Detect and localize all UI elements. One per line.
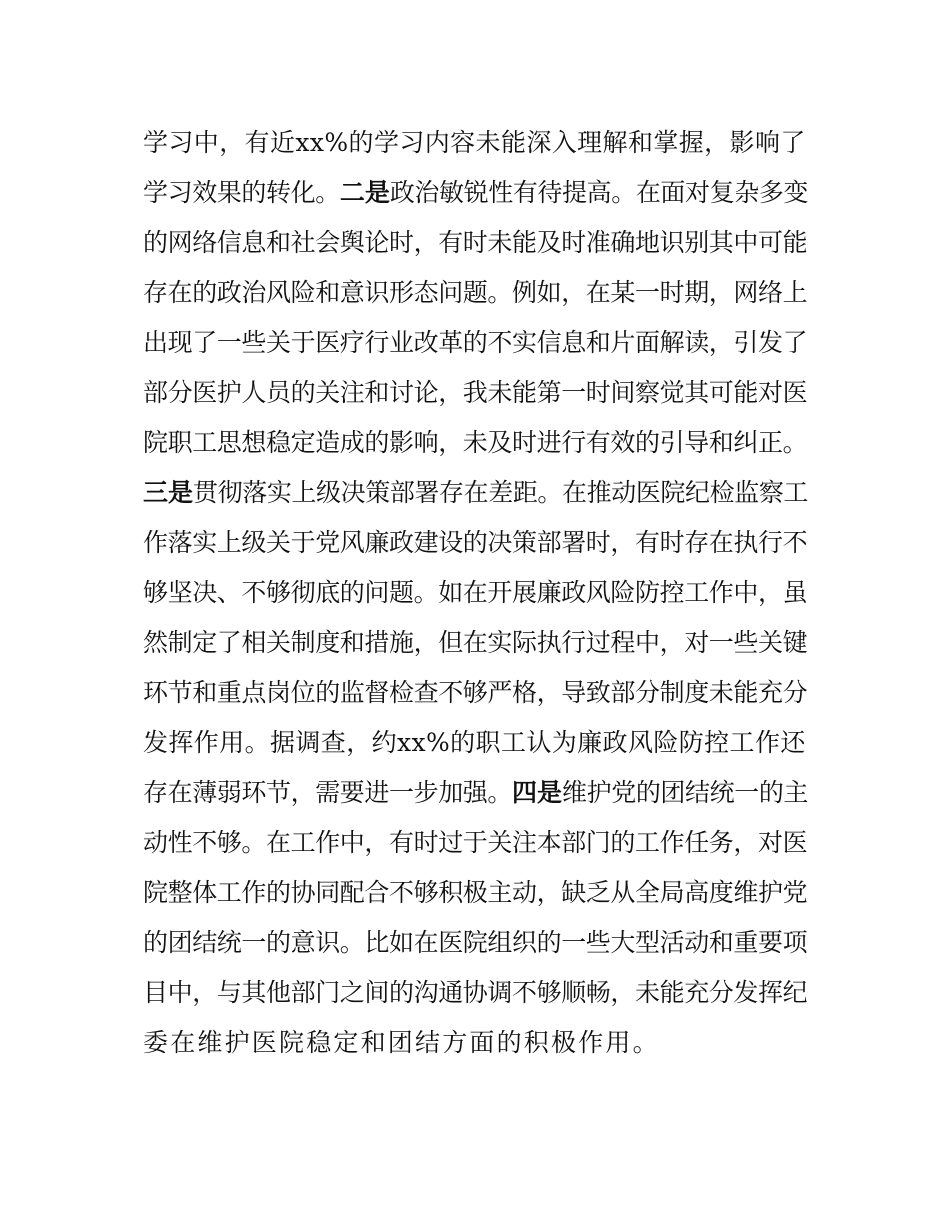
text-line: 院整体工作的协同配合不够积极主动，缺乏从全局高度维护党 — [143, 878, 808, 907]
text-line: 作落实上级关于党风廉政建设的决策部署时，有时存在执行不 — [143, 528, 808, 557]
text-line: 动性不够。在工作中，有时过于关注本部门的工作任务，对医 — [143, 828, 808, 857]
bold-marker: 三是 — [143, 478, 194, 507]
text-line: 存在的政治风险和意识形态问题。例如，在某一时期，网络上 — [143, 278, 808, 307]
bold-marker: 四是 — [512, 778, 563, 807]
text-line: 三是贯彻落实上级决策部署存在差距。在推动医院纪检监察工 — [143, 478, 809, 507]
text-line: 部分医护人员的关注和讨论，我未能第一时间察觉其可能对医 — [143, 378, 808, 407]
text-line: 然制定了相关制度和措施，但在实际执行过程中，对一些关键 — [143, 628, 808, 657]
text-line: 的网络信息和社会舆论时，有时未能及时准确地识别其中可能 — [143, 228, 808, 257]
text-line: 的团结统一的意识。比如在医院组织的一些大型活动和重要项 — [143, 928, 808, 957]
text-line: 存在薄弱环节，需要进一步加强。四是维护党的团结统一的主 — [143, 778, 809, 807]
text-line: 环节和重点岗位的监督检查不够严格，导致部分制度未能充分 — [143, 678, 808, 707]
text-line: 学习中，有近xx%的学习内容未能深入理解和掌握，影响了 — [143, 128, 806, 157]
text-line: 委在维护医院稳定和团结方面的积极作用。 — [143, 1028, 660, 1057]
text-line: 学习效果的转化。二是政治敏锐性有待提高。在面对复杂多变 — [143, 178, 809, 207]
text-line: 够坚决、不够彻底的问题。如在开展廉政风险防控工作中，虽 — [143, 578, 808, 607]
text-line: 目中，与其他部门之间的沟通协调不够顺畅，未能充分发挥纪 — [143, 978, 808, 1007]
text-line: 院职工思想稳定造成的影响，未及时进行有效的引导和纠正。 — [143, 428, 808, 457]
bold-marker: 二是 — [339, 178, 390, 207]
text-line: 发挥作用。据调查，约xx%的职工认为廉政风险防控工作还 — [143, 728, 806, 757]
text-line: 出现了一些关于医疗行业改革的不实信息和片面解读，引发了 — [143, 328, 808, 357]
